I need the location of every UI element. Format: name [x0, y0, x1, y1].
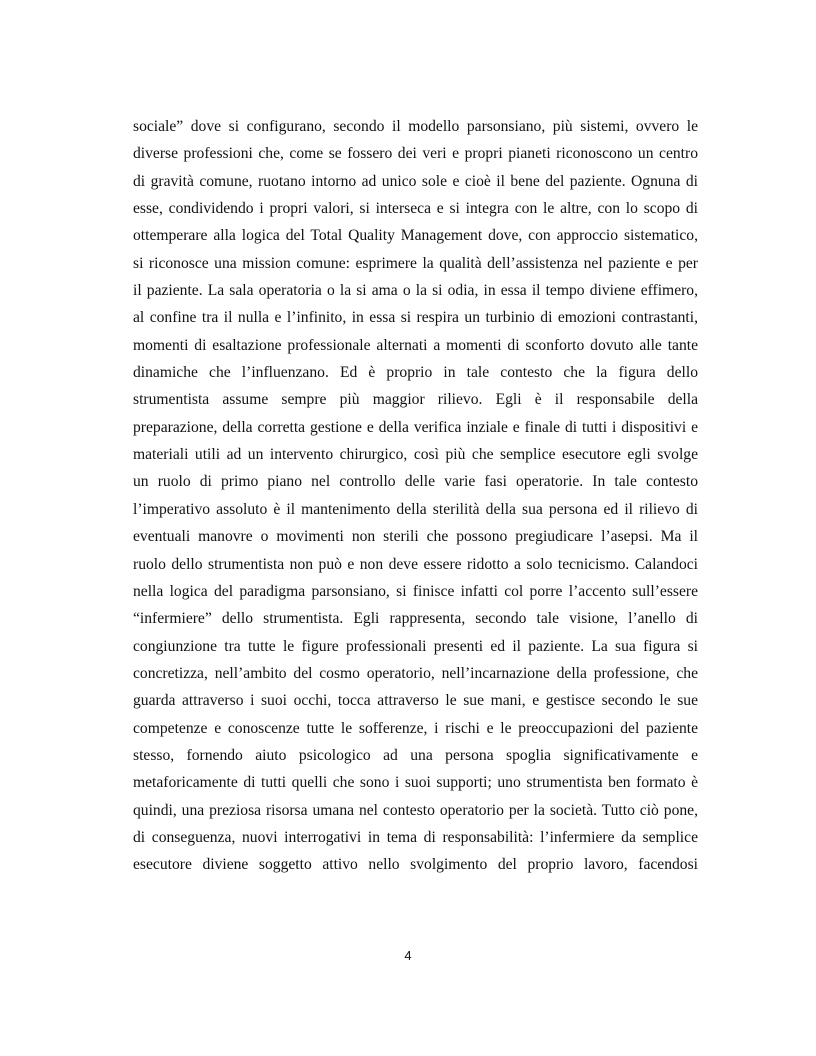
text-line: quindi, una preziosa risorsa umana nel contesto operatorio per la società. Tutto ciò pone, — [133, 801, 698, 819]
text-line: “infermiere” dello strumentista. Egli rappresenta, secondo tale visione, l’anello di — [133, 610, 698, 628]
text-line: dinamiche che l’influenzano. Ed è proprio in tale contesto che la figura dello — [133, 364, 698, 382]
text-line: metaforicamente di tutti quelli che sono i suoi supporti; uno strumentista ben formato è — [133, 774, 698, 792]
text-line: un ruolo di primo piano nel controllo delle varie fasi operatorie. In tale contesto — [133, 473, 698, 491]
text-line: al confine tra il nulla e l’infinito, in essa si respira un turbinio di emozioni contrastanti, — [133, 309, 698, 327]
text-line: diverse professioni che, come se fossero dei veri e propri pianeti riconoscono un centro — [133, 145, 698, 163]
text-line: competenze e conoscenze tutte le sofferenze, i rischi e le preoccupazioni del paziente — [133, 719, 698, 737]
text-line: sociale” dove si configurano, secondo il modello parsonsiano, più sistemi, ovvero le — [133, 118, 698, 135]
body-paragraph — [133, 113, 698, 879]
text-line: guarda attraverso i suoi occhi, tocca attraverso le sue mani, e gestisce secondo le sue — [133, 692, 698, 710]
text-line: si riconosce una mission comune: esprimere la qualità dell’assistenza nel paziente e per — [133, 254, 698, 272]
text-line: eventuali manovre o movimenti non sterili che possono pregiudicare l’asepsi. Ma il — [133, 528, 698, 546]
text-line: ruolo dello strumentista non può e non deve essere ridotto a solo tecnicismo. Calandoci — [133, 555, 698, 573]
page-number: 4 — [404, 948, 412, 963]
text-line: preparazione, della corretta gestione e della verifica inziale e finale di tutti i dispositivi e — [133, 418, 698, 436]
text-line: il paziente. La sala operatoria o la si ama o la si odia, in essa il tempo diviene effimero, — [133, 282, 698, 300]
text-line: momenti di esaltazione professionale alternati a momenti di sconforto dovuto alle tante — [133, 336, 698, 354]
text-line: di conseguenza, nuovi interrogativi in tema di responsabilità: l’infermiere da semplice — [133, 828, 698, 846]
text-line: l’imperativo assoluto è il mantenimento della sterilità della sua persona ed il rilievo di — [133, 500, 698, 518]
text-line: di gravità comune, ruotano intorno ad unico sole e cioè il bene del paziente. Ognuna di — [133, 172, 698, 190]
text-line: esecutore diviene soggetto attivo nello svolgimento del proprio lavoro, facendosi — [133, 856, 698, 874]
text-line: strumentista assume sempre più maggior rilievo. Egli è il responsabile della — [133, 391, 698, 409]
text-line: stesso, fornendo aiuto psicologico ad una persona spoglia significativamente e — [133, 746, 698, 764]
text-line: congiunzione tra tutte le figure professionali presenti ed il paziente. La sua figura si — [133, 637, 698, 655]
text-line: materiali utili ad un intervento chirurgico, così più che semplice esecutore egli svolge — [133, 446, 698, 464]
text-line: esse, condividendo i propri valori, si interseca e si integra con le altre, con lo scopo di — [133, 200, 698, 218]
text-line: nella logica del paradigma parsonsiano, si finisce infatti col porre l’accento sull’essere — [133, 582, 698, 600]
text-line: ottemperare alla logica del Total Quality Management dove, con approccio sistematico, — [133, 227, 698, 245]
text-line: concretizza, nell’ambito del cosmo operatorio, nell’incarnazione della professione, che — [133, 664, 698, 682]
